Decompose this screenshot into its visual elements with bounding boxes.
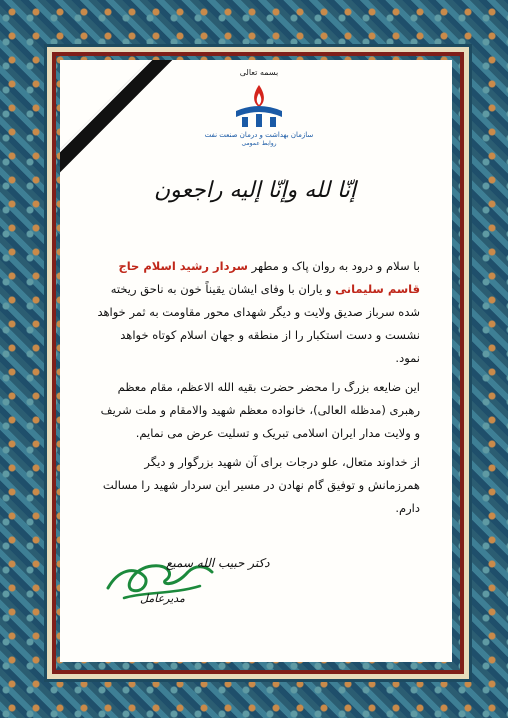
- signatory-title: مدیرعامل: [140, 592, 185, 605]
- mourning-ribbon: [60, 60, 180, 180]
- paragraph-2: این ضایعه بزرگ را محضر حضرت بقیه الله الاعظم، مقام معظم رهبری (مدظله العالی)، خانواده معظم شهید والامقام و ملت شریف و ولایت مدار ایران اسلامی تبریک و تسلیت عرض می نمایم.: [100, 380, 420, 440]
- org-logo-block: [204, 68, 314, 147]
- flame-logo-icon: [228, 81, 290, 129]
- paragraph-1: [96, 255, 420, 370]
- signature-block: [104, 548, 304, 618]
- org-name: سازمان بهداشت و درمان صنعت نفت: [204, 131, 314, 139]
- p1-after: و یاران با وفای ایشان یقیناً خون به ناحق ریخته شده سرباز صدیق ولایت و دیگر شهدای محور مقاومت به ثمر خواهد نشست و دست استکبار را از منطقه و جهان اسلام کوتاه خواهد نمود.: [97, 282, 420, 365]
- letter-body: [96, 255, 420, 526]
- p1-before: با سلام و درود به روان پاک و مطهر: [247, 259, 420, 273]
- calligraphy-title: إنّا لله وإنّا إليه راجعون: [154, 178, 356, 203]
- p1-highlight-name: سردار رشید اسلام حاج قاسم سلیمانی: [118, 259, 420, 296]
- bismillah-text: بسمه تعالی: [239, 68, 279, 77]
- org-department: روابط عمومی: [241, 140, 277, 148]
- signatory-name: دکتر حبیب الله سمیع: [166, 556, 270, 570]
- paragraph-3: از خداوند متعال، علو درجات برای آن شهید بزرگوار و دیگر همرزمانش و توفیق گام نهادن در مسیر این سردار شهید را مسالت دارم.: [102, 455, 420, 515]
